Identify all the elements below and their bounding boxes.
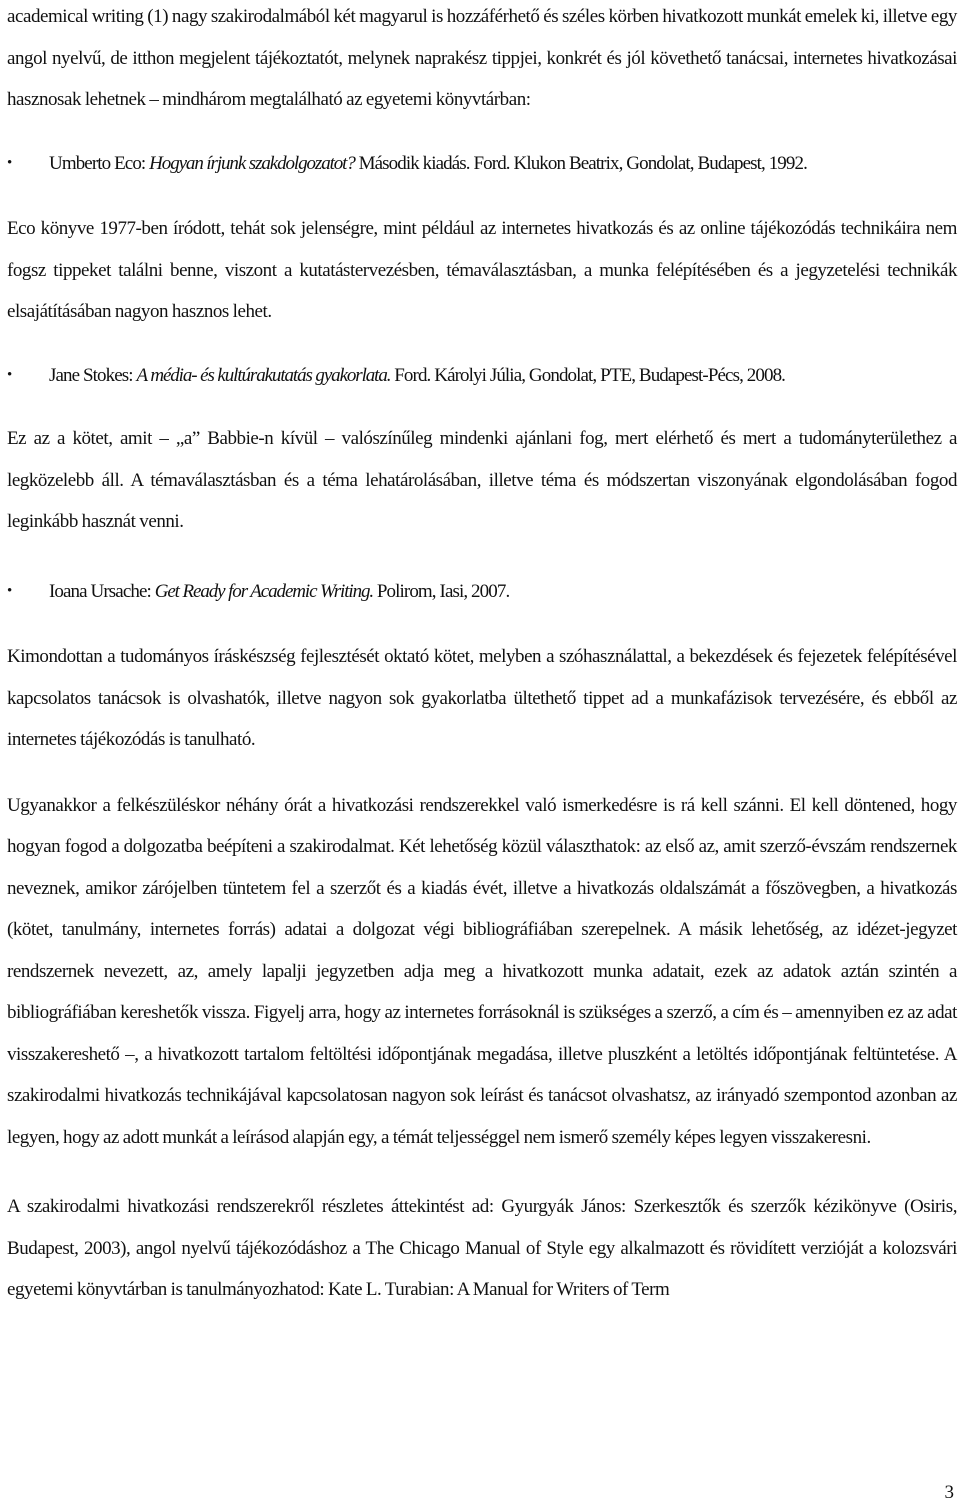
book-list-item-ursache [7,571,957,613]
bullet-icon: • [7,366,12,383]
page-number: 3 [944,1482,954,1503]
intro-paragraph: academical writing (1) nagy szakirodalmából két magyarul is hozzáférhető és széles körben hivatkozott munkát emelek ki, illetve egy angol nyelvű, de itthon megjelent tájékoztatót, melynek naprakész tippjei, konkrét és jól követhető tanácsai, internetes hivatkozásai hasznosak lehetnek – mindhárom megtalálható az egyetemi könyvtárban: [7,6,957,110]
eco-description-paragraph: Eco könyve 1977-ben íródott, tehát sok jelenségre, mint például az internetes hivatkozás és az online tájékozódás technikáira nem fogsz tippeket találni benne, viszont a kutatástervezésben, témaválasztásban, a munka felépítésében és a jegyzetelési technikák elsajátításában nagyon hasznos lehet. [7,218,957,322]
ursache-description-paragraph: Kimondottan a tudományos íráskészség fejlesztését oktató kötet, melyben a szóhasználattal, a bekezdések és fejezetek felépítésével kapcsolatos tanácsok is olvashatók, illetve nagyon sok gyakorlatba ültethető tippet ad a munkafázisok tervezésére, és ebből az internetes tájékozódás is tanulható. [7,646,957,750]
citation-systems-paragraph: Ugyanakkor a felkészüléskor néhány órát a hivatkozási rendszerekkel való ismerkedésre is rá kell szánni. El kell döntened, hogy hogyan fogod a dolgozatba beépíteni a szakirodalmat. Két lehetőség közül választhatok: az első az, amit szerző-évszám rendszernek neveznek, amikor zárójelben tüntetem fel a szerzőt és a kiadás évét, illetve a hivatkozás oldalszámát a főszövegben, a hivatkozás (kötet, tanulmány, internetes forrás) adatai a dolgozat végi bibliográfiában szerepelnek. A másik lehetőség, az idézet-jegyzet rendszernek nevezett, az, amely lapalji jegyzetben adja meg a hivatkozott munka adatait, ezek az adatok aztán szintén a bibliográfiában kereshetők vissza. Figyelj arra, hogy az internetes forrásoknál is szükséges a szerző, a cím és – amennyiben ez az adat visszakereshető –, a hivatkozott tartalom feltöltési időpontjának megadása, illetve pluszként a letöltés időpontjának feltüntetése. A szakirodalmi hivatkozás technikájával kapcsolatosan nagyon sok leírást és tanácsot olvashatsz, az irányadó szempontod azonban az legyen, hogy az adott munkát a leírásod alapján egy, a témát teljességgel nem ismerő személy képes legyen visszakeresni. [7,794,957,1148]
bullet-icon: • [7,154,12,171]
bullet-icon: • [7,582,12,599]
book-title: A média- és kultúrakutatás gyakorlata. [136,364,391,386]
document-page [7,0,957,1311]
book-list-item-eco [7,143,957,185]
book-title: Hogyan írjunk szakdolgozatot? [149,152,355,174]
closing-paragraph: A szakirodalmi hivatkozási rendszerekről részletes áttekintést ad: Gyurgyák János: Szerkesztők és szerzők kézikönyve (Osiris, Budapest, 2003), angol nyelvű tájékozódáshoz a The Chicago Manual of Style egy alkalmazott és rövidített verzióját a kolozsvári egyetemi könyvtárban is tanulmányozhatod: Kate L. Turabian: A Manual for Writers of Term [7,1196,957,1300]
book-author: Umberto Eco: [49,152,150,174]
book-author: Jane Stokes: [49,364,137,386]
stokes-description-paragraph: Ez az a kötet, amit – „a” Babbie-n kívül – valószínűleg mindenki ajánlani fog, mert elérhető és mert a tudományterülethez a legközelebb áll. A témaválasztásban és a téma lehatárolásában, illetve téma és módszertan viszonyának elgondolásában fogod leginkább hasznát venni. [7,428,957,532]
book-author: Ioana Ursache: [49,580,155,602]
book-title: Get Ready for Academic Writing. [154,580,374,602]
book-publication: Ford. Károlyi Júlia, Gondolat, PTE, Budapest-Pécs, 2008. [390,364,786,386]
book-publication: Polirom, Iasi, 2007. [373,580,510,602]
book-publication: Második kiadás. Ford. Klukon Beatrix, Gondolat, Budapest, 1992. [354,152,807,174]
book-list-item-stokes [7,355,957,397]
